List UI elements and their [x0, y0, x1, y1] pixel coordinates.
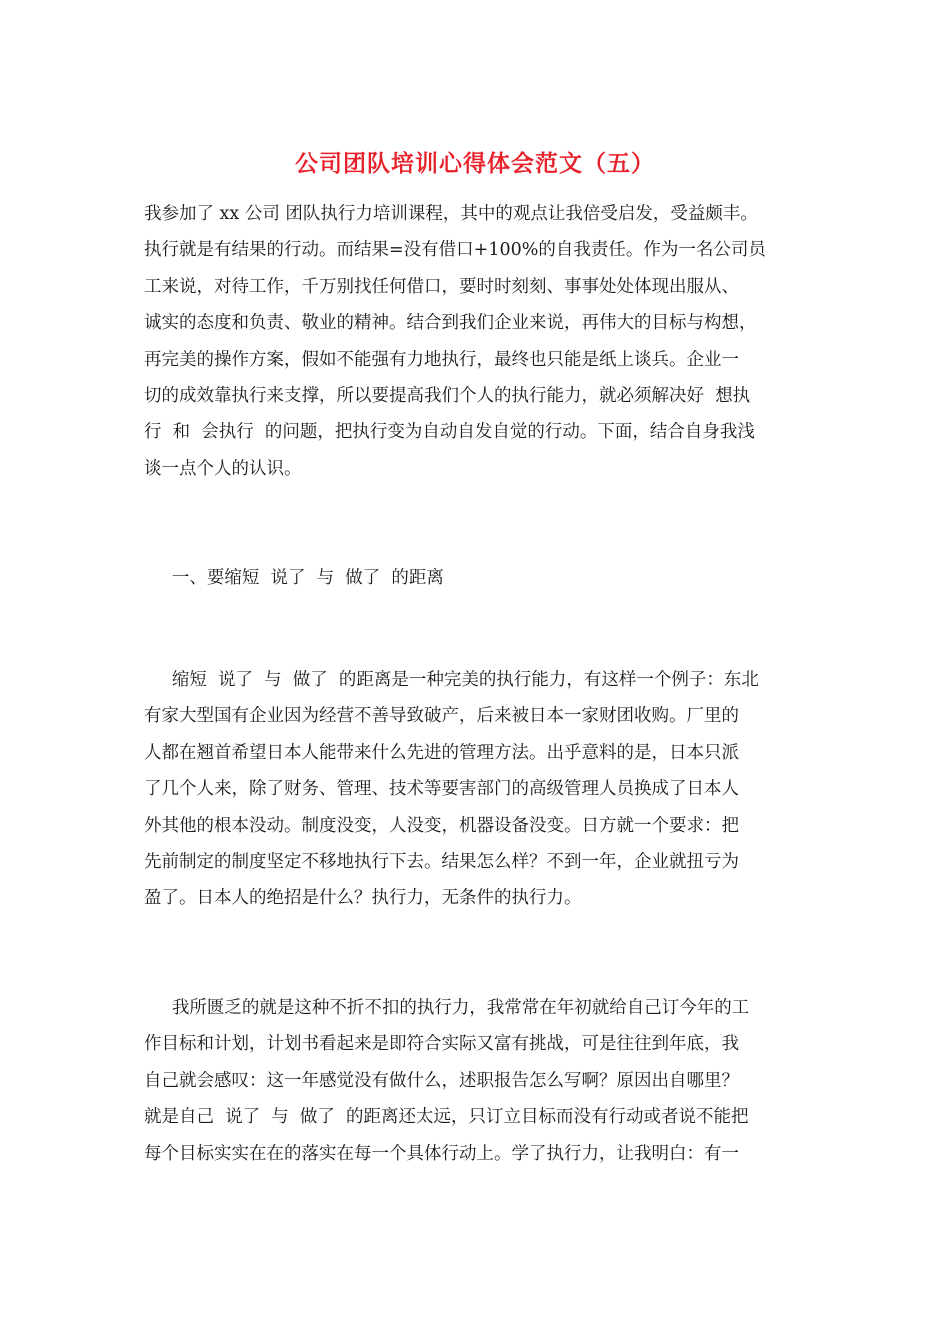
text-line: 外其他的根本没动。制度没变，人没变，机器设备没变。日方就一个要求：把 [144, 815, 739, 836]
text-line: 了几个人来，除了财务、管理、技术等要害部门的高级管理人员换成了日本人 [144, 779, 739, 800]
text-line: 行 和 会执行 的问题，把执行变为自动自发自觉的行动。下面，结合自身我浅 [144, 422, 755, 443]
document-title: 公司团队培训心得体会范文（五） [295, 150, 655, 177]
text-line: 诚实的态度和负责、敬业的精神。结合到我们企业来说，再伟大的目标与构想， [144, 313, 757, 334]
text-line: 就是自己 说了 与 做了 的距离还太远，只订立目标而没有行动或者说不能把 [144, 1107, 749, 1128]
section-heading [144, 560, 806, 596]
text-line: 再完美的操作方案，假如不能强有力地执行，最终也只能是纸上谈兵。企业一 [144, 349, 739, 370]
text-line: 自己就会感叹：这一年感觉没有做什么，述职报告怎么写啊？原因出自哪里？ [144, 1070, 739, 1091]
text-line: 每个目标实实在在的落实在每一个具体行动上。学了执行力，让我明白：有一 [144, 1143, 739, 1164]
text-line: 作目标和计划，计划书看起来是即符合实际又富有挑战，可是往往到年底，我 [144, 1034, 739, 1055]
text-line: 有家大型国有企业因为经营不善导致破产，后来被日本一家财团收购。厂里的 [144, 706, 739, 727]
heading-line: 一、要缩短 说了 与 做了 的距离 [144, 568, 444, 588]
text-line: 盈了。日本人的绝招是什么？执行力，无条件的执行力。 [144, 888, 582, 909]
text-line: 执行就是有结果的行动。而结果=没有借口+100%的自我责任。作为一名公司员 [144, 240, 766, 261]
text-line: 切的成效靠执行来支撑，所以要提高我们个人的执行能力，就必须解决好 想执 [144, 385, 751, 406]
paragraph-intro [144, 196, 806, 487]
text-line: 我参加了 xx 公司 团队执行力培训课程，其中的观点让我倍受启发，受益颇丰。 [144, 204, 758, 224]
paragraph-section-1-p2 [144, 990, 806, 1172]
text-line: 缩短 说了 与 做了 的距离是一种完美的执行能力，有这样一个例子：东北 [144, 670, 759, 690]
text-line: 工来说，对待工作，千万别找任何借口，要时时刻刻、事事处处体现出服从、 [144, 276, 739, 297]
text-line: 谈一点个人的认识。 [144, 458, 302, 479]
text-line: 我所匮乏的就是这种不折不扣的执行力，我常常在年初就给自己订今年的工 [144, 998, 750, 1018]
paragraph-section-1-p1 [144, 662, 806, 917]
text-line: 人都在翘首希望日本人能带来什么先进的管理方法。出乎意料的是，日本只派 [144, 742, 739, 763]
text-line: 先前制定的制度坚定不移地执行下去。结果怎么样？不到一年，企业就扭亏为 [144, 851, 739, 872]
